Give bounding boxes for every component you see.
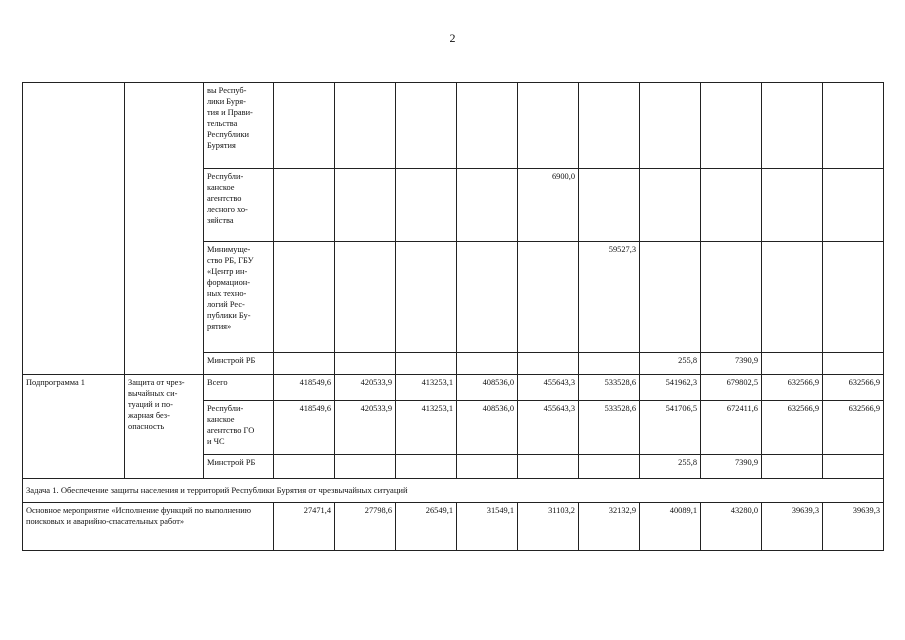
- executor-cell: Минимуще- ство РБ, ГБУ «Центр ин- формацион- ных техно- логий Рес- публики Бу- рятия»: [204, 242, 274, 353]
- value-cell: [701, 169, 762, 242]
- value-cell: [762, 83, 823, 169]
- value-cell: [579, 83, 640, 169]
- value-cell: 39639,3: [823, 503, 884, 551]
- value-cell: [457, 169, 518, 242]
- program-cell: [23, 83, 125, 375]
- value-cell: [823, 455, 884, 479]
- value-cell: [274, 169, 335, 242]
- value-cell: 632566,9: [762, 401, 823, 455]
- name-cell: [125, 83, 204, 375]
- value-cell: [396, 242, 457, 353]
- value-cell: 27471,4: [274, 503, 335, 551]
- value-cell: 6900,0: [518, 169, 579, 242]
- executor-cell: вы Респуб- лики Буря- тия и Прави- тельства Республики Бурятия: [204, 83, 274, 169]
- value-cell: [457, 83, 518, 169]
- value-cell: [457, 455, 518, 479]
- value-cell: 420533,9: [335, 375, 396, 401]
- value-cell: [579, 169, 640, 242]
- value-cell: [823, 83, 884, 169]
- value-cell: 632566,9: [823, 375, 884, 401]
- value-cell: [274, 353, 335, 375]
- value-cell: 533528,6: [579, 401, 640, 455]
- value-cell: [762, 242, 823, 353]
- value-cell: [457, 242, 518, 353]
- value-cell: 533528,6: [579, 375, 640, 401]
- main-event-row: [23, 503, 884, 551]
- value-cell: [640, 83, 701, 169]
- name-cell: Защита от чрез- вычайных си- туаций и по- жарная без- опасность: [125, 375, 204, 479]
- value-cell: [274, 455, 335, 479]
- value-cell: [518, 242, 579, 353]
- value-cell: [274, 83, 335, 169]
- program-cell: Подпрограмма 1: [23, 375, 125, 479]
- value-cell: [518, 83, 579, 169]
- value-cell: 632566,9: [823, 401, 884, 455]
- value-cell: 31103,2: [518, 503, 579, 551]
- value-cell: 632566,9: [762, 375, 823, 401]
- main-event-label: Основное мероприятие «Исполнение функций по выполнению поисковых и аварийно-спасательных работ»: [23, 503, 274, 551]
- value-cell: 413253,1: [396, 401, 457, 455]
- value-cell: [762, 455, 823, 479]
- value-cell: [274, 242, 335, 353]
- value-cell: [396, 169, 457, 242]
- value-cell: 255,8: [640, 455, 701, 479]
- value-cell: [823, 242, 884, 353]
- value-cell: 408536,0: [457, 375, 518, 401]
- value-cell: [762, 169, 823, 242]
- value-cell: 7390,9: [701, 353, 762, 375]
- executor-cell: Республи- канское агентство лесного хо- зяйства: [204, 169, 274, 242]
- task-row: [23, 479, 884, 503]
- value-cell: 59527,3: [579, 242, 640, 353]
- value-cell: [823, 353, 884, 375]
- value-cell: 32132,9: [579, 503, 640, 551]
- value-cell: 413253,1: [396, 375, 457, 401]
- value-cell: 255,8: [640, 353, 701, 375]
- value-cell: 455643,3: [518, 375, 579, 401]
- value-cell: [335, 83, 396, 169]
- value-cell: [579, 455, 640, 479]
- value-cell: [640, 169, 701, 242]
- task-cell: Задача 1. Обеспечение защиты населения и территорий Республики Бурятия от чрезвычайных ситуаций: [23, 479, 884, 503]
- value-cell: 418549,6: [274, 375, 335, 401]
- value-cell: [335, 242, 396, 353]
- value-cell: 679802,5: [701, 375, 762, 401]
- table-row: [23, 83, 884, 169]
- executor-cell: Минстрой РБ: [204, 455, 274, 479]
- executor-cell: Республи- канское агентство ГО и ЧС: [204, 401, 274, 455]
- value-cell: 541706,5: [640, 401, 701, 455]
- value-cell: 40089,1: [640, 503, 701, 551]
- value-cell: [762, 353, 823, 375]
- value-cell: [640, 242, 701, 353]
- value-cell: [396, 83, 457, 169]
- executor-cell: Минстрой РБ: [204, 353, 274, 375]
- value-cell: 418549,6: [274, 401, 335, 455]
- value-cell: 31549,1: [457, 503, 518, 551]
- value-cell: [457, 353, 518, 375]
- value-cell: [518, 353, 579, 375]
- value-cell: [335, 455, 396, 479]
- value-cell: [823, 169, 884, 242]
- value-cell: [579, 353, 640, 375]
- value-cell: 39639,3: [762, 503, 823, 551]
- value-cell: 541962,3: [640, 375, 701, 401]
- value-cell: [335, 353, 396, 375]
- value-cell: 26549,1: [396, 503, 457, 551]
- value-cell: [518, 455, 579, 479]
- value-cell: 7390,9: [701, 455, 762, 479]
- executor-cell: Всего: [204, 375, 274, 401]
- table-row: [23, 375, 884, 401]
- page-number: 2: [449, 31, 456, 45]
- value-cell: 455643,3: [518, 401, 579, 455]
- budget-table: [22, 82, 884, 551]
- value-cell: 672411,6: [701, 401, 762, 455]
- value-cell: [396, 455, 457, 479]
- value-cell: 27798,6: [335, 503, 396, 551]
- value-cell: [396, 353, 457, 375]
- value-cell: [701, 242, 762, 353]
- value-cell: [335, 169, 396, 242]
- value-cell: 408536,0: [457, 401, 518, 455]
- value-cell: [701, 83, 762, 169]
- value-cell: 43280,0: [701, 503, 762, 551]
- value-cell: 420533,9: [335, 401, 396, 455]
